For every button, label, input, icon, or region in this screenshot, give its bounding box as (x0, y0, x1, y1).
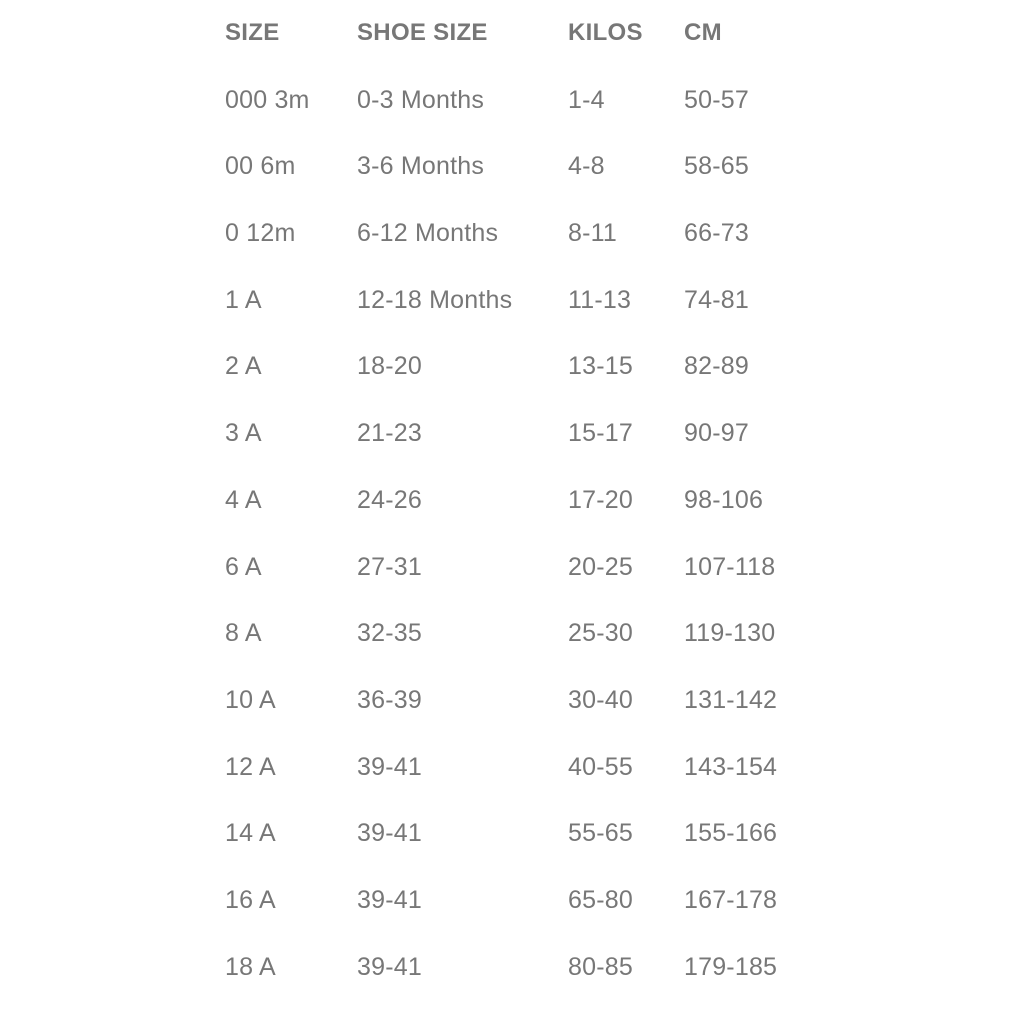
table-row (225, 277, 825, 344)
cell-shoe-size: 21-23 (357, 419, 422, 448)
table-row (225, 944, 825, 1011)
cell-size: 16 A (225, 885, 276, 914)
cell-size: 0 12m (225, 219, 296, 248)
cell-shoe-size: 24-26 (357, 485, 422, 514)
table-body (225, 77, 825, 1011)
cell-kilos: 11-13 (568, 285, 632, 314)
cell-shoe-size: 39-41 (357, 952, 422, 981)
cell-size: 000 3m (225, 85, 310, 114)
cell-shoe-size: 12-18 Months (357, 285, 513, 314)
table-row (225, 810, 825, 877)
table-row (225, 877, 825, 944)
cell-shoe-size: 0-3 Months (357, 85, 485, 114)
cell-shoe-size: 36-39 (357, 685, 422, 714)
cell-kilos: 15-17 (568, 419, 633, 448)
cell-cm: 131-142 (684, 685, 778, 714)
cell-kilos: 40-55 (568, 752, 633, 781)
cell-kilos: 25-30 (568, 619, 633, 648)
cell-kilos: 65-80 (568, 885, 633, 914)
cell-cm: 155-166 (684, 819, 778, 848)
cell-size: 18 A (225, 952, 276, 981)
cell-cm: 66-73 (684, 219, 749, 248)
cell-kilos: 4-8 (568, 152, 605, 181)
cell-shoe-size: 3-6 Months (357, 152, 485, 181)
cell-kilos: 1-4 (568, 85, 605, 114)
header-size: SIZE (225, 19, 280, 46)
cell-cm: 98-106 (684, 485, 764, 514)
cell-size: 3 A (225, 419, 262, 448)
table-row (225, 610, 825, 677)
table-row (225, 343, 825, 410)
cell-kilos: 8-11 (568, 219, 617, 248)
header-shoe-size: SHOE SIZE (357, 19, 488, 46)
cell-shoe-size: 18-20 (357, 352, 422, 381)
cell-size: 10 A (225, 685, 276, 714)
cell-kilos: 13-15 (568, 352, 633, 381)
cell-cm: 58-65 (684, 152, 749, 181)
cell-size: 1 A (225, 285, 262, 314)
cell-cm: 119-130 (684, 619, 776, 648)
size-chart-table (225, 10, 825, 1010)
table-row (225, 410, 825, 477)
table-row (225, 744, 825, 811)
cell-kilos: 80-85 (568, 952, 633, 981)
cell-cm: 50-57 (684, 85, 749, 114)
table-row (225, 544, 825, 611)
cell-cm: 167-178 (684, 885, 778, 914)
cell-cm: 74-81 (684, 285, 749, 314)
cell-shoe-size: 27-31 (357, 552, 422, 581)
cell-shoe-size: 39-41 (357, 819, 422, 848)
cell-cm: 179-185 (684, 952, 778, 981)
table-header-row (225, 10, 825, 77)
cell-cm: 143-154 (684, 752, 778, 781)
cell-size: 14 A (225, 819, 276, 848)
table-row (225, 143, 825, 210)
cell-shoe-size: 32-35 (357, 619, 422, 648)
cell-kilos: 17-20 (568, 485, 633, 514)
cell-size: 6 A (225, 552, 262, 581)
header-kilos: KILOS (568, 19, 643, 46)
table-row (225, 677, 825, 744)
table-row (225, 477, 825, 544)
cell-size: 00 6m (225, 152, 296, 181)
cell-shoe-size: 6-12 Months (357, 219, 499, 248)
cell-kilos: 55-65 (568, 819, 633, 848)
cell-cm: 90-97 (684, 419, 749, 448)
header-cm: CM (684, 19, 722, 46)
cell-size: 12 A (225, 752, 276, 781)
cell-shoe-size: 39-41 (357, 752, 422, 781)
cell-size: 8 A (225, 619, 262, 648)
cell-size: 4 A (225, 485, 262, 514)
cell-cm: 107-118 (684, 552, 776, 581)
cell-kilos: 20-25 (568, 552, 633, 581)
cell-size: 2 A (225, 352, 262, 381)
cell-shoe-size: 39-41 (357, 885, 422, 914)
table-row (225, 210, 825, 277)
cell-cm: 82-89 (684, 352, 749, 381)
cell-kilos: 30-40 (568, 685, 633, 714)
table-row (225, 77, 825, 144)
